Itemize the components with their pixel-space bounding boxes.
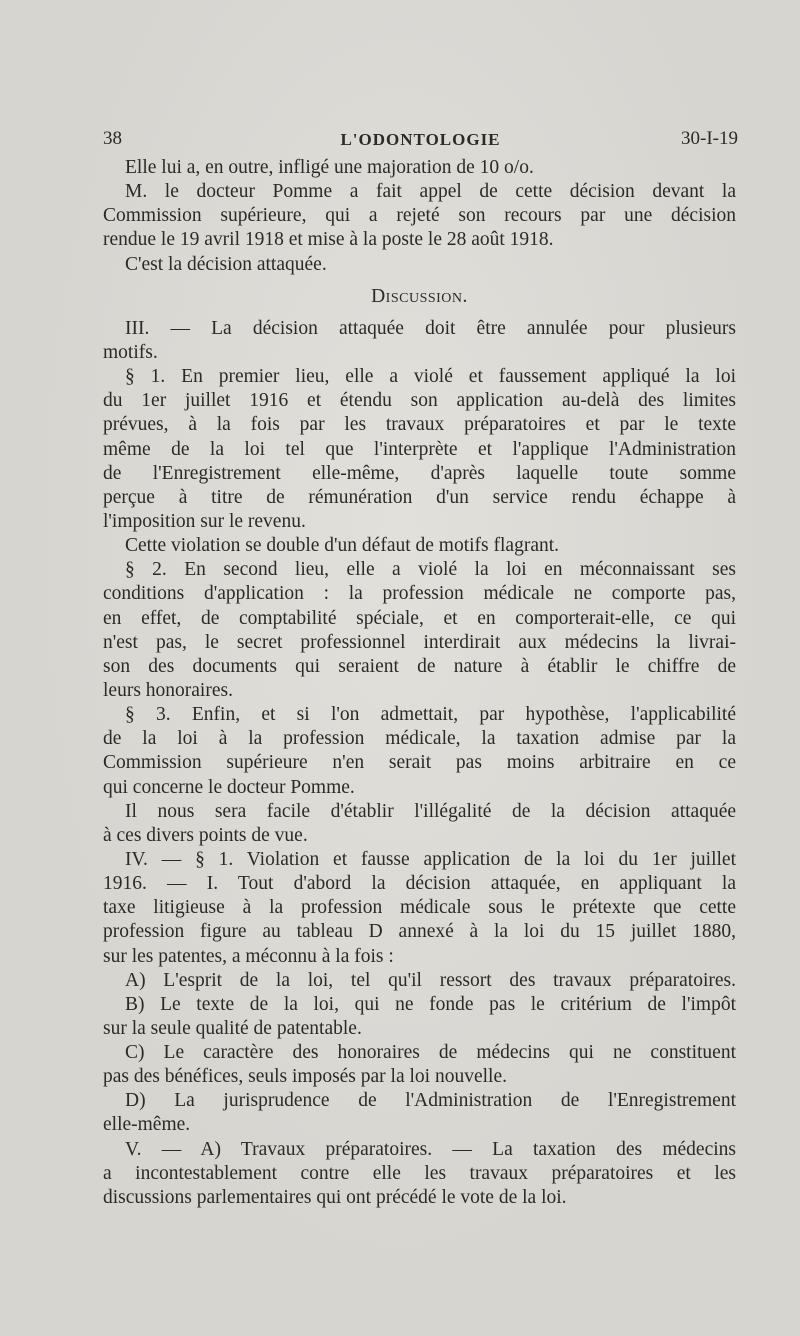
text-line: de la loi à la profession médicale, la taxation admise par la	[103, 728, 736, 750]
text-line: § 3. Enfin, et si l'on admettait, par hypothèse, l'applicabilité	[125, 704, 736, 726]
text-line: conditions d'application : la profession médicale ne comporte pas,	[103, 583, 736, 605]
running-header	[103, 128, 738, 154]
text-line: sur la seule qualité de patentable.	[103, 1017, 362, 1039]
text-line: de l'Enregistrement elle-même, d'après laquelle toute somme	[103, 462, 736, 484]
text-line: V. — A) Travaux préparatoires. — La taxation des médecins	[125, 1138, 736, 1160]
text-line: elle-même.	[103, 1114, 191, 1136]
text-line: Commission supérieure n'en serait pas moins arbitraire en ce	[103, 752, 736, 774]
section-heading: Discussion.	[371, 285, 468, 307]
page-number: 38	[103, 128, 122, 149]
text-line: son des documents qui seraient de nature à établir le chiffre de	[103, 655, 736, 677]
text-line: l'imposition sur le revenu.	[103, 510, 306, 532]
text-line: qui concerne le docteur Pomme.	[103, 776, 355, 798]
text-line: 1916. — I. Tout d'abord la décision attaquée, en appliquant la	[103, 873, 736, 895]
issue-date: 30-I-19	[681, 128, 738, 149]
text-line: IV. — § 1. Violation et fausse application de la loi du 1er juillet	[125, 848, 736, 870]
text-line: profession figure au tableau D annexé à la loi du 15 juillet 1880,	[103, 921, 736, 943]
text-line: § 2. En second lieu, elle a violé la loi en méconnaissant ses	[125, 559, 736, 581]
text-line: motifs.	[103, 341, 158, 363]
text-line: Commission supérieure, qui a rejeté son recours par une décision	[103, 205, 736, 227]
text-line: M. le docteur Pomme a fait appel de cette décision devant la	[125, 181, 736, 203]
text-line: A) L'esprit de la loi, tel qu'il ressort des travaux préparatoires.	[125, 969, 736, 991]
text-line: Il nous sera facile d'établir l'illégalité de la décision attaquée	[125, 800, 736, 822]
text-line: leurs honoraires.	[103, 679, 233, 701]
body-text	[103, 156, 736, 1210]
text-line: III. — La décision attaquée doit être annulée pour plusieurs	[125, 317, 736, 339]
text-line: C) Le caractère des honoraires de médecins qui ne constituent	[125, 1042, 736, 1064]
text-line: B) Le texte de la loi, qui ne fonde pas le critérium de l'impôt	[125, 993, 736, 1015]
text-line: à ces divers points de vue.	[103, 824, 308, 846]
text-line: taxe litigieuse à la profession médicale sous le prétexte que cette	[103, 897, 736, 919]
text-line: a incontestablement contre elle les travaux préparatoires et les	[103, 1162, 736, 1184]
text-line: rendue le 19 avril 1918 et mise à la poste le 28 août 1918.	[103, 229, 554, 251]
text-line: Elle lui a, en outre, infligé une majoration de 10 o/o.	[125, 157, 534, 178]
text-line: discussions parlementaires qui ont précédé le vote de la loi.	[103, 1186, 567, 1208]
text-line: pas des bénéfices, seuls imposés par la loi nouvelle.	[103, 1066, 507, 1088]
text-line: en effet, de comptabilité spéciale, et en comporterait-elle, ce qui	[103, 607, 736, 629]
journal-title: L'ODONTOLOGIE	[340, 130, 501, 149]
text-line: prévues, à la fois par les travaux préparatoires et par le texte	[103, 414, 736, 436]
text-line: perçue à titre de rémunération d'un service rendu échappe à	[103, 486, 736, 508]
text-line: § 1. En premier lieu, elle a violé et faussement appliqué la loi	[125, 366, 736, 388]
text-line: n'est pas, le secret professionnel interdirait aux médecins la livrai-	[103, 631, 736, 653]
text-line: sur les patentes, a méconnu à la fois :	[103, 945, 394, 967]
text-line: même de la loi tel que l'interprète et l'applique l'Administration	[103, 438, 736, 460]
text-line: D) La jurisprudence de l'Administration de l'Enregistrement	[125, 1090, 736, 1112]
text-line: du 1er juillet 1916 et étendu son application au-delà des limites	[103, 390, 736, 412]
text-line: C'est la décision attaquée.	[125, 253, 327, 275]
text-line: Cette violation se double d'un défaut de motifs flagrant.	[125, 535, 560, 557]
